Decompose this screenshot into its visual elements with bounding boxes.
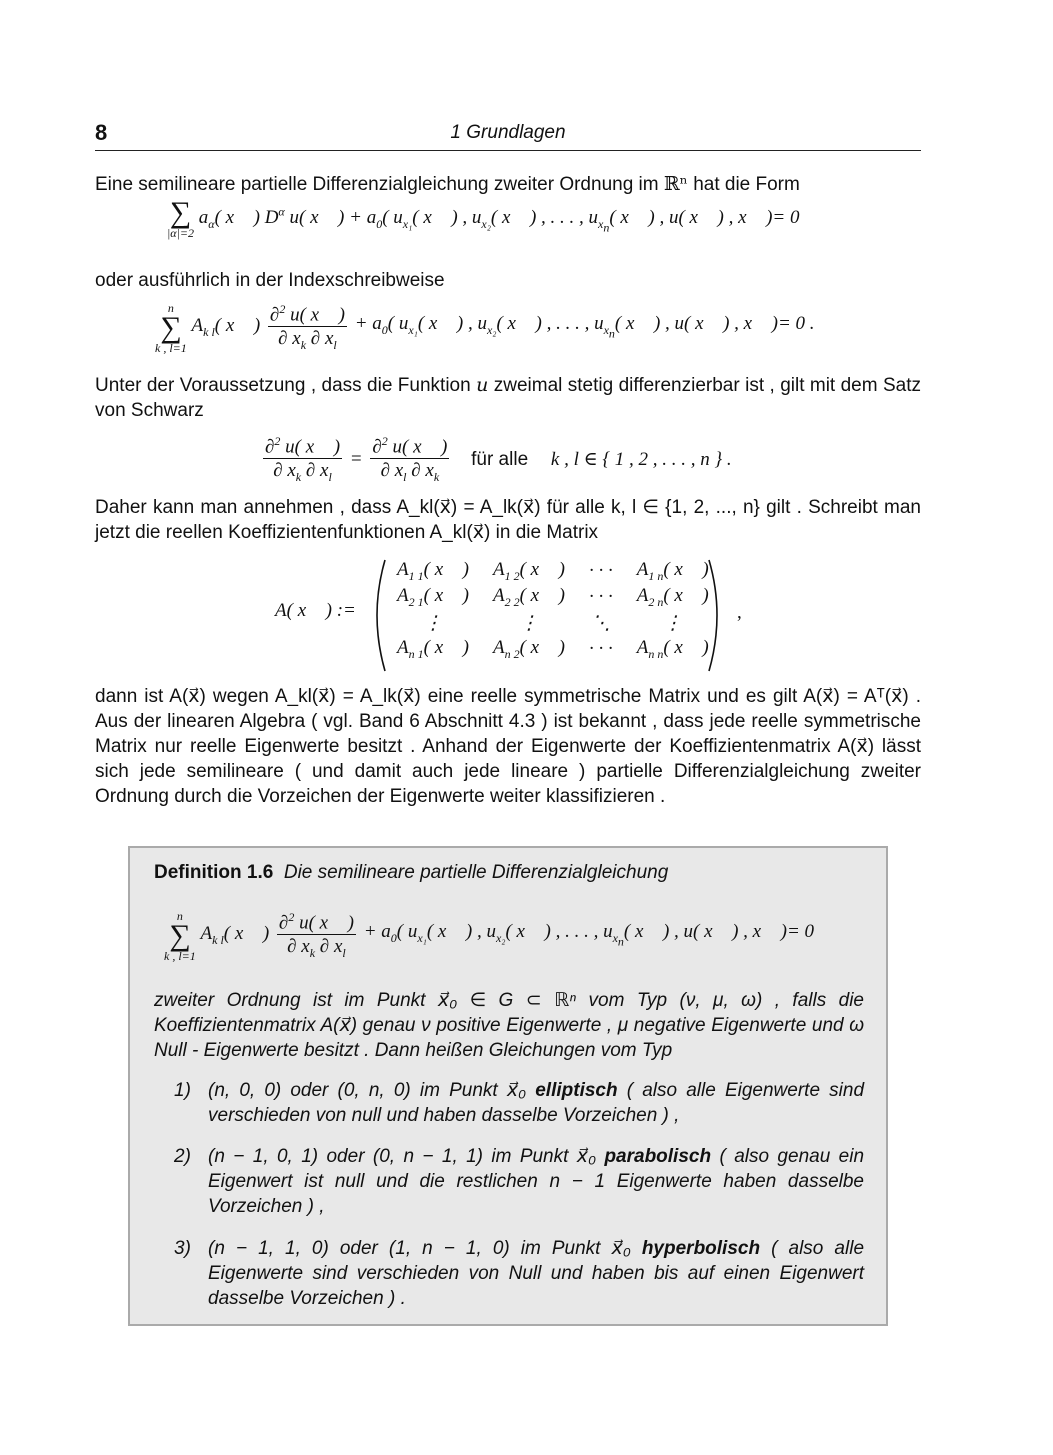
- paragraph-symmetry: Daher kann man annehmen , dass A_kl(x⃗) = A_lk(x⃗) für alle k, l ∈ {1, 2, ..., n} gilt . Schreibt man jetzt die reellen Koeffizientenfunktionen A_kl(x⃗) in die Matrix: [95, 497, 921, 543]
- equation-semilinear-multiindex: ∑ |α|=2 $a_\alpha$( x⃗ ) $D^\alpha$ u( x⃗ ) + $a_0$( $u_{x_1}$( x⃗ ) , $u_{x_2}$( x⃗ ) , . . . , $u_{x_n}$( x⃗ ) , u( x⃗ ) , x⃗ )= 0: [167, 196, 800, 240]
- rn-symbol: ℝⁿ: [663, 173, 688, 195]
- page-number: 8: [95, 120, 108, 145]
- chapter-title: 1 Grundlagen: [450, 122, 566, 143]
- definition-body: zweiter Ordnung ist im Punkt x⃗₀ ∈ G ⊂ ℝⁿ vom Typ (ν, μ, ω) , falls die Koeffizientenmatrix A(x⃗) genau ν positive Eigenwerte , μ negative Eigenwerte und ω Null - Eigenwerte besitzt . Dann heißen Gleichungen vom Typ: [154, 990, 864, 1061]
- definition-heading: Definition 1.6 Die semilineare partielle Differenzialgleichung: [154, 862, 669, 883]
- right-paren-icon: [705, 558, 727, 673]
- equation-schwarz: $\frac{\partial^2 u( x⃗ )}{\partial x_k \partial x_l}$ = $\frac{\partial^2 u( x⃗ )}{\partial x_l \partial x_k}$ für alle k , l ∈ { 1 , 2 , . . . , n } .: [260, 430, 732, 489]
- paragraph-eigenvalues: dann ist A(x⃗) wegen A_kl(x⃗) = A_lk(x⃗) eine reelle symmetrische Matrix und es gilt A(x⃗) = Aᵀ(x⃗) . Aus der linearen Algebra ( vgl. Band 6 Abschnitt 4.3 ) ist bekannt , dass jede reelle symmetrische Matrix nur reelle Eigenwerte besitzt . Anhand der Eigenwerte der Koeffizientenmatrix A(x⃗) lässt sich jede semilineare ( und damit auch jede lineare ) partielle Differenzialgleichung zweiter Ordnung durch die Vorzeichen der Eigenwerte weiter klassifizieren .: [95, 686, 921, 807]
- definition-equation: n ∑ k , l=1 $A_{k l}$( x⃗ ) $\frac{\partial^2 u( x⃗ )}{\partial x_k \partial x_l}$ + $a_0$( $u_{x_1}$( x⃗ ) , $u_{x_2}$( x⃗ ) , . . . , $u_{x_n}$( x⃗ ) , u( x⃗ ) , x⃗ )= 0: [164, 906, 814, 965]
- coefficient-matrix: A( x⃗ ) := $A_{1 1}$( x⃗ ) $A_{1 2}$( x⃗ ) · · · $A_{1 n}$( x⃗ ) $A_{2 1}$( x⃗ ) $A_{2 2}$( x⃗ ) · · · $A_{2 n}$( x⃗ ) ⋮ ⋮ ⋱ ⋮ $A_{n 1}$( x⃗ ) $A_{n 2}$( x⃗ ) · · · $A_{n n}$( x⃗ ) ,: [275, 558, 795, 673]
- definition-box: Definition 1.6 Die semilineare partielle Differenzialgleichung n ∑ k , l=1 $A_{k l}$( x⃗ ) $\frac{\partial^2 u( x⃗ )}{\partial x_k \partial x_l}$ + $a_0$( $u_{x_1}$( x⃗ ) , $u_{x_2}$( x⃗ ) , . . . , $u_{x_n}$( x⃗ ) , u( x⃗ ) , x⃗ )= 0 zweiter Ordnung ist im Punkt x⃗₀ ∈ G ⊂ ℝⁿ vom Typ (ν, μ, ω) , falls die Koeffizientenmatrix A(x⃗) genau ν positive Eigenwerte , μ negative Eigenwerte und ω Null - Eigenwerte besitzt . Dann heißen Gleichungen vom Typ 1) (n, 0, 0) oder (0, n, 0) im Punkt x⃗₀ elliptisch ( also alle Eigenwerte sind verschieden von null und haben dasselbe Vorzeichen ) , 2) (n − 1, 0, 1) oder (0, n − 1, 1) im Punkt x⃗₀ parabolisch ( also genau ein Eigenwert ist null und die restlichen n − 1 Eigenwerte haben dasselbe Vorzeichen ) , 3) (n − 1, 1, 0) oder (1, n − 1, 0) im Punkt x⃗₀ hyperbolisch ( also alle Eigenwerte sind verschieden von Null und haben bis auf einen Eigenwert dasselbe Vorzeichen ) .: [128, 846, 888, 1326]
- page-header: [95, 120, 921, 151]
- paragraph-intro: Eine semilineare partielle Differenzialgleichung zweiter Ordnung im ℝⁿ hat die Form: [95, 173, 800, 195]
- paragraph-schwarz: Unter der Voraussetzung , dass die Funktion u zweimal stetig differenzierbar ist , gilt mit dem Satz von Schwarz: [95, 374, 921, 421]
- equation-index-form: n ∑ k , l=1 $A_{k l}$( x⃗ ) $\frac{\partial^2 u( x⃗ )}{\partial x_k \partial x_l}$ + $a_0$( $u_{x_1}$( x⃗ ) , $u_{x_2}$( x⃗ ) , . . . , $u_{x_n}$( x⃗ ) , u( x⃗ ) , x⃗ )= 0 .: [155, 298, 815, 357]
- paragraph-index-notation: oder ausführlich in der Indexschreibweise: [95, 270, 445, 291]
